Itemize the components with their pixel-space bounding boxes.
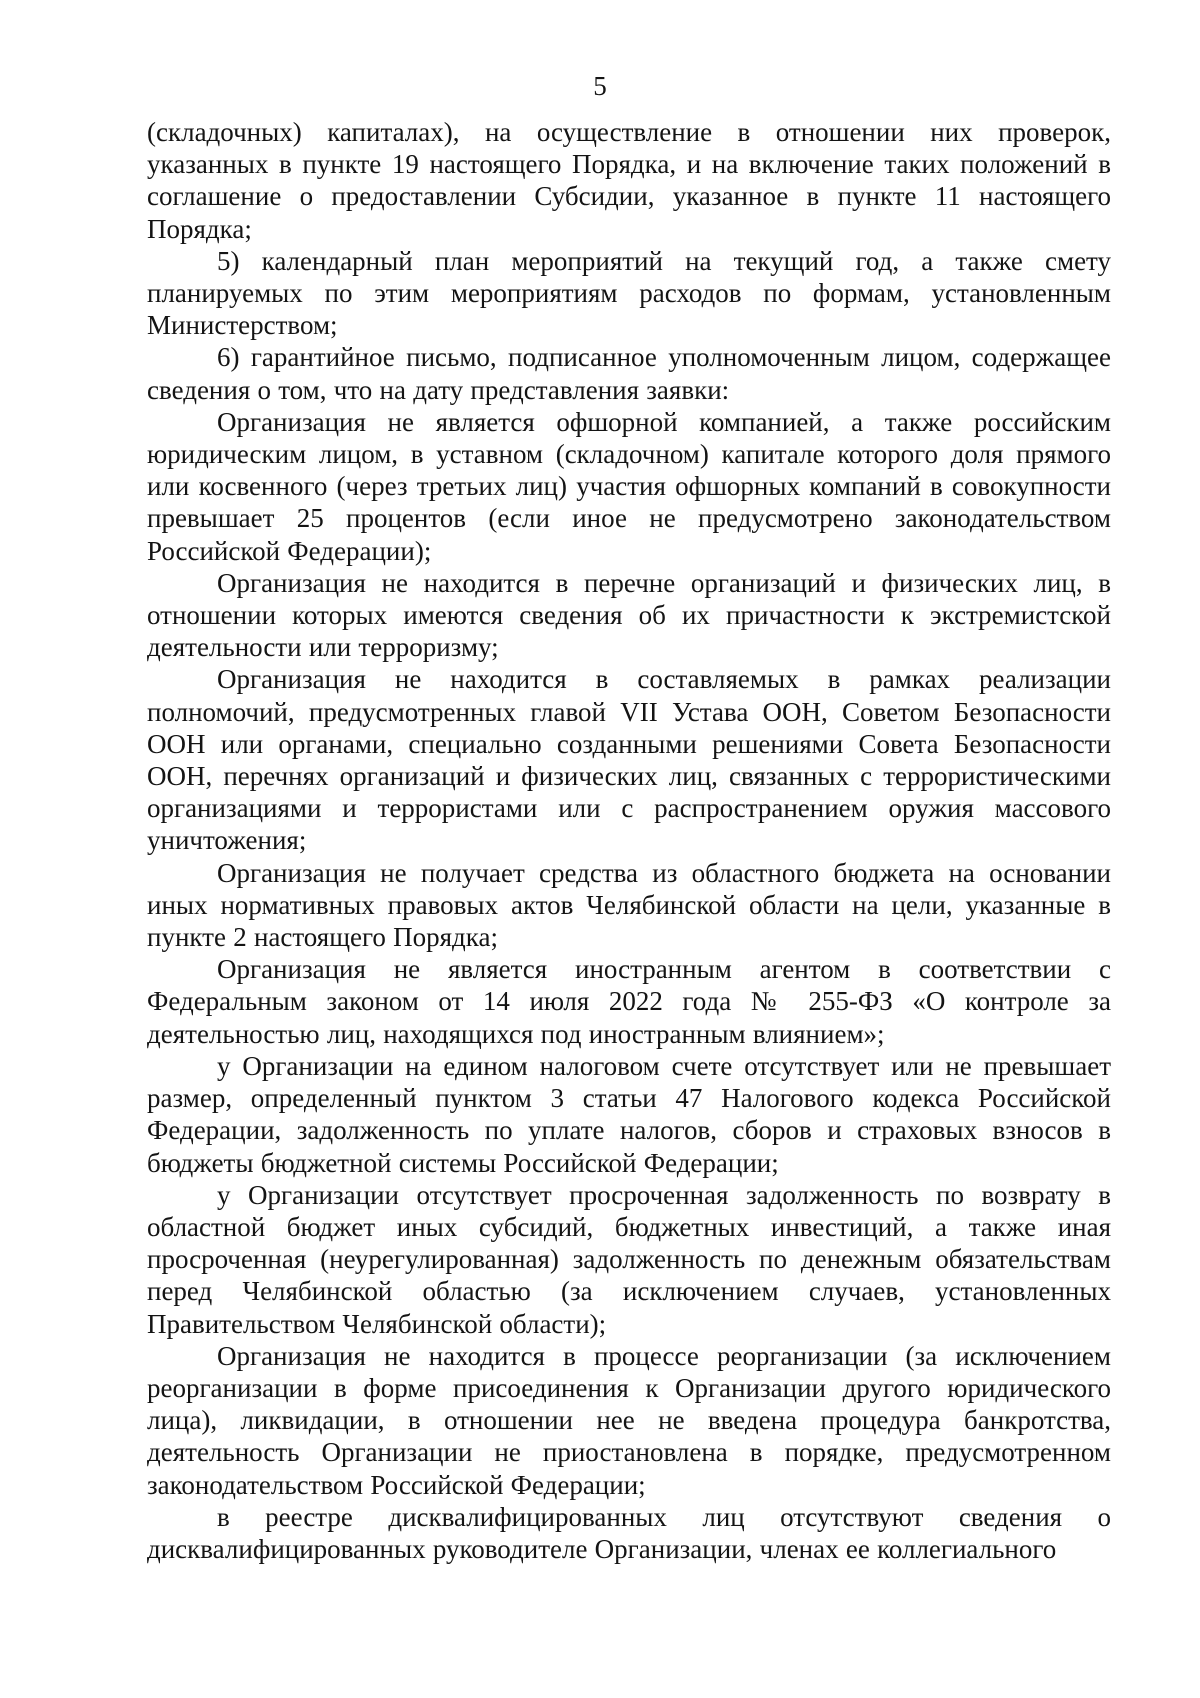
paragraph: в реестре дисквалифицированных лиц отсутствуют сведения о дисквалифицированных руководителе Организации, членах ее коллегиального (147, 1501, 1111, 1564)
paragraph: у Организации отсутствует просроченная задолженность по возврату в областной бюджет иных субсидий, бюджетных инвестиций, а также иная просроченная (неурегулированная) задолженность по денежным обязательствам перед Челябинской областью (за исключением случаев, установленных Правительством Челябинской области); (147, 1179, 1111, 1339)
paragraph: Организация не находится в перечне организаций и физических лиц, в отношении которых имеются сведения об их причастности к экстремистской деятельности или терроризму; (147, 567, 1111, 663)
paragraph: Организация не является иностранным агентом в соответствии с Федеральным законом от 14 июля 2022 года № 255-ФЗ «О контроле за деятельностью лиц, находящихся под иностранным влиянием»; (147, 954, 1111, 1049)
page-number: 5 (593, 71, 607, 101)
paragraph: 5) календарный план мероприятий на текущий год, а также смету планируемых по этим мероприятиям расходов по формам, установленным Министерством; (147, 245, 1111, 341)
paragraph: Организация не находится в процессе реорганизации (за исключением реорганизации в форме присоединения к Организации другого юридического лица), ликвидации, в отношении нее не введена процедура банкротства, деятельность Организации не приостановлена в порядке, предусмотренном законодательством Российской Федерации; (147, 1340, 1111, 1500)
paragraph: у Организации на едином налоговом счете отсутствует или не превышает размер, определенный пунктом 3 статьи 47 Налогового кодекса Российской Федерации, задолженность по уплате налогов, сборов и страховых взносов в бюджеты бюджетной системы Российской Федерации; (147, 1050, 1111, 1178)
paragraph: Организация не находится в составляемых в рамках реализации полномочий, предусмотренных главой VII Устава ООН, Советом Безопасности ООН или органами, специально созданными решениями Совета Безопасности ООН, перечнях организаций и физических лиц, связанных с террористическими организациями и террористами или с распространением оружия массового уничтожения; (147, 664, 1111, 856)
paragraph: (складочных) капиталах), на осуществление в отношении них проверок, указанных в пункте 19 настоящего Порядка, и на включение таких положений в соглашение о предоставлении Субсидии, указанное в пункте 11 настоящего Порядка; (147, 117, 1111, 244)
paragraph: Организация не является офшорной компанией, а также российским юридическим лицом, в уставном (складочном) капитале которого доля прямого или косвенного (через третьих лиц) участия офшорных компаний в совокупности превышает 25 процентов (если иное не предусмотрено законодательством Российской Федерации); (147, 406, 1111, 566)
document-body (147, 116, 1111, 1565)
paragraph: Организация не получает средства из областного бюджета на основании иных нормативных правовых актов Челябинской области на цели, указанные в пункте 2 настоящего Порядка; (147, 857, 1111, 953)
paragraph: 6) гарантийное письмо, подписанное уполномоченным лицом, содержащее сведения о том, что на дату представления заявки: (147, 342, 1111, 405)
